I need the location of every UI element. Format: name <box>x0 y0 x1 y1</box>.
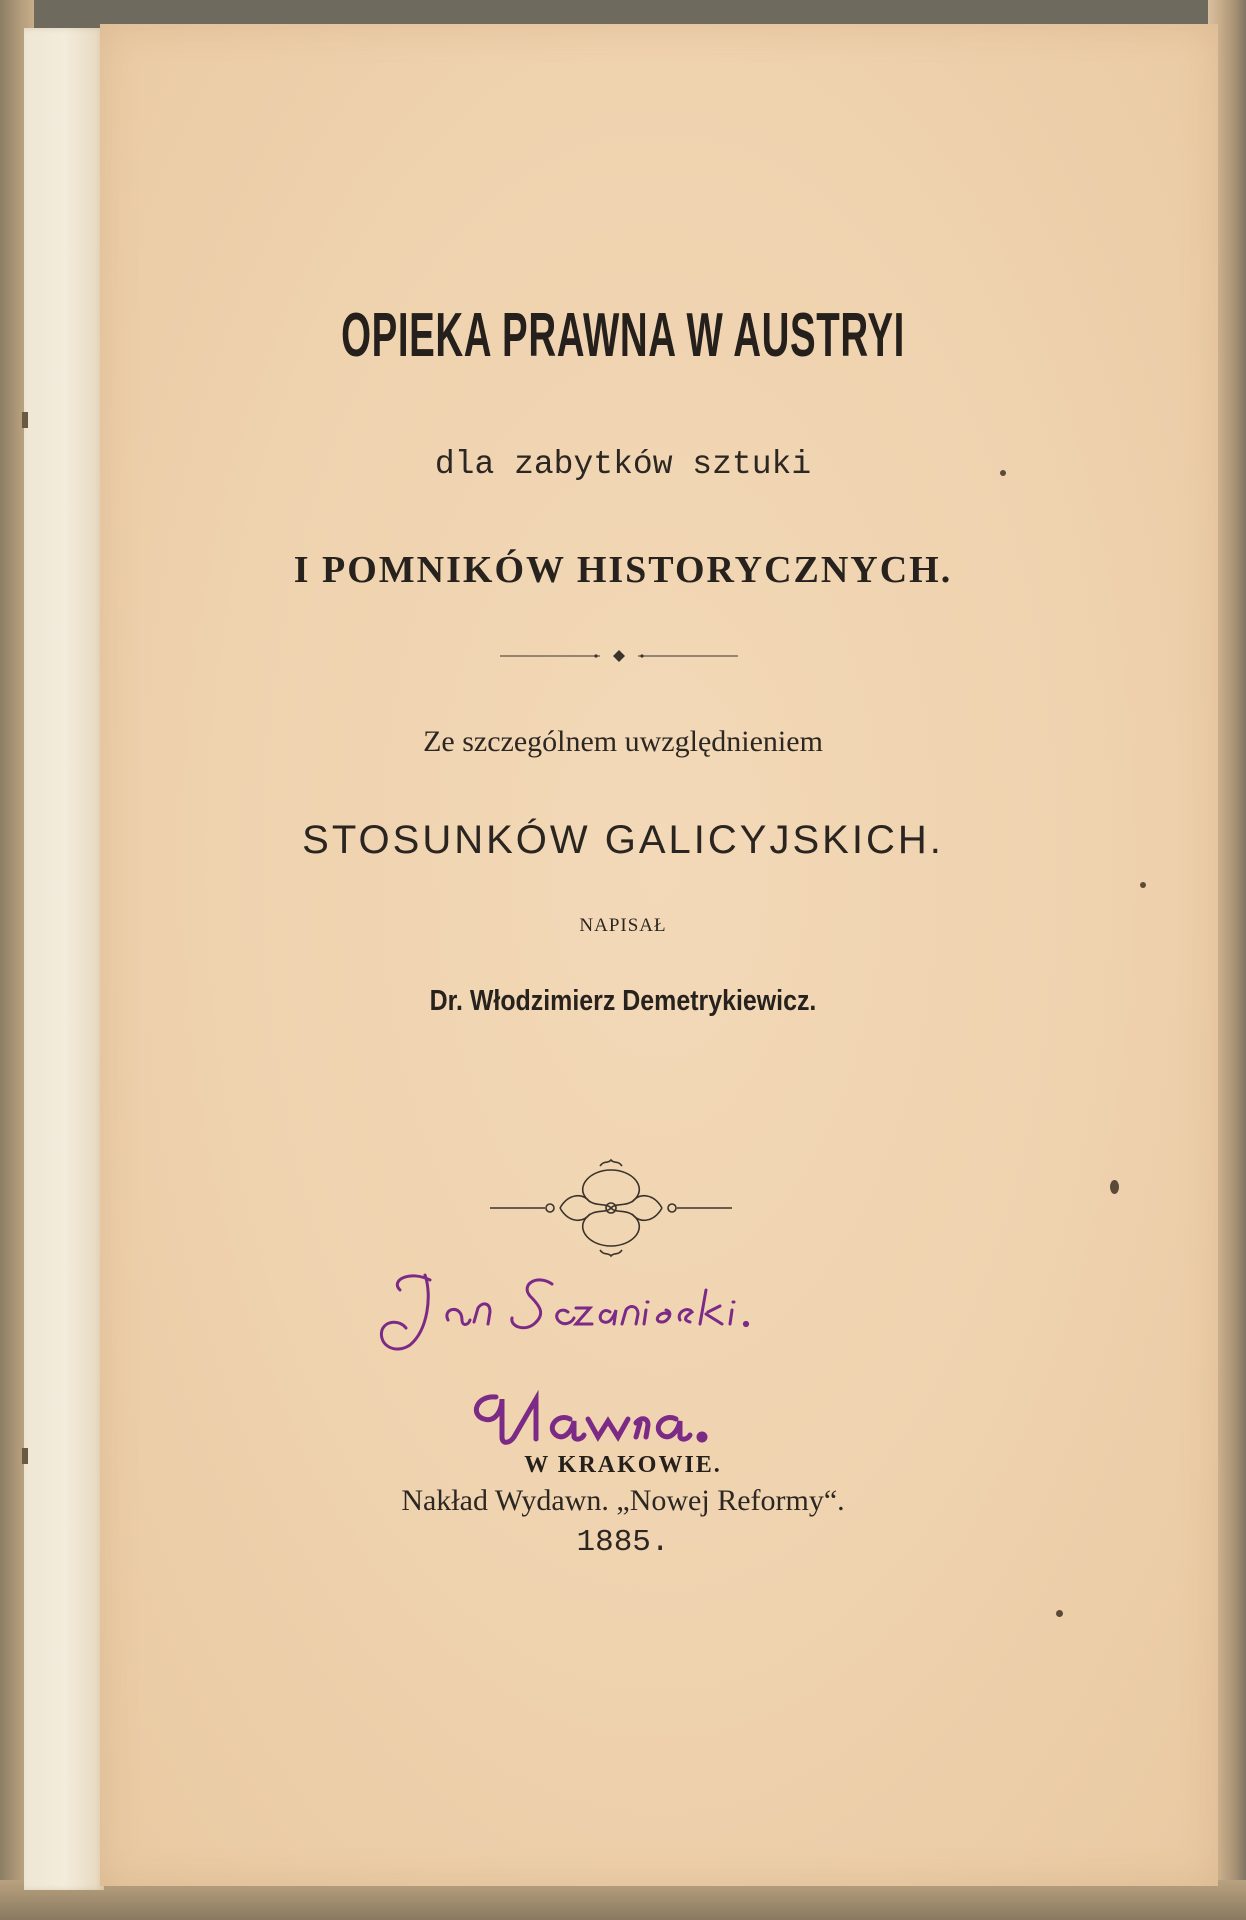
foxing-speck <box>1110 1180 1119 1194</box>
ownership-stamp <box>466 1385 722 1451</box>
imprint-place: W KRAKOWIE. <box>524 1452 722 1478</box>
author-name: Dr. Włodzimierz Demetrykiewicz. <box>429 985 817 1017</box>
emphasis-line-2: STOSUNKÓW GALICYJSKICH. <box>302 818 944 862</box>
foxing-speck <box>1140 882 1146 888</box>
imprint-publisher: Nakład Wydawn. „Nowej Reformy“. <box>401 1484 845 1517</box>
subtitle-line-1: dla zabytków sztuki <box>434 446 812 483</box>
owner-signature <box>370 1250 790 1360</box>
foxing-speck <box>1056 1610 1063 1617</box>
subtitle-line-2: I POMNIKÓW HISTORYCZNYCH. <box>293 549 953 591</box>
binding-gutter <box>24 28 104 1890</box>
foxing-speck <box>1000 470 1006 476</box>
book-title: OPIEKA PRAWNA W AUSTRYI <box>341 301 905 370</box>
imprint-year: 1885. <box>576 1525 670 1560</box>
book-edge-bottom <box>0 1880 1246 1920</box>
divider-ornament <box>500 650 738 662</box>
binding-stitch <box>22 412 28 428</box>
printer-ornament <box>490 1158 732 1258</box>
emphasis-line-1: Ze szczególnem uwzględnieniem <box>423 725 823 758</box>
byline-label: NAPISAŁ <box>579 915 667 936</box>
